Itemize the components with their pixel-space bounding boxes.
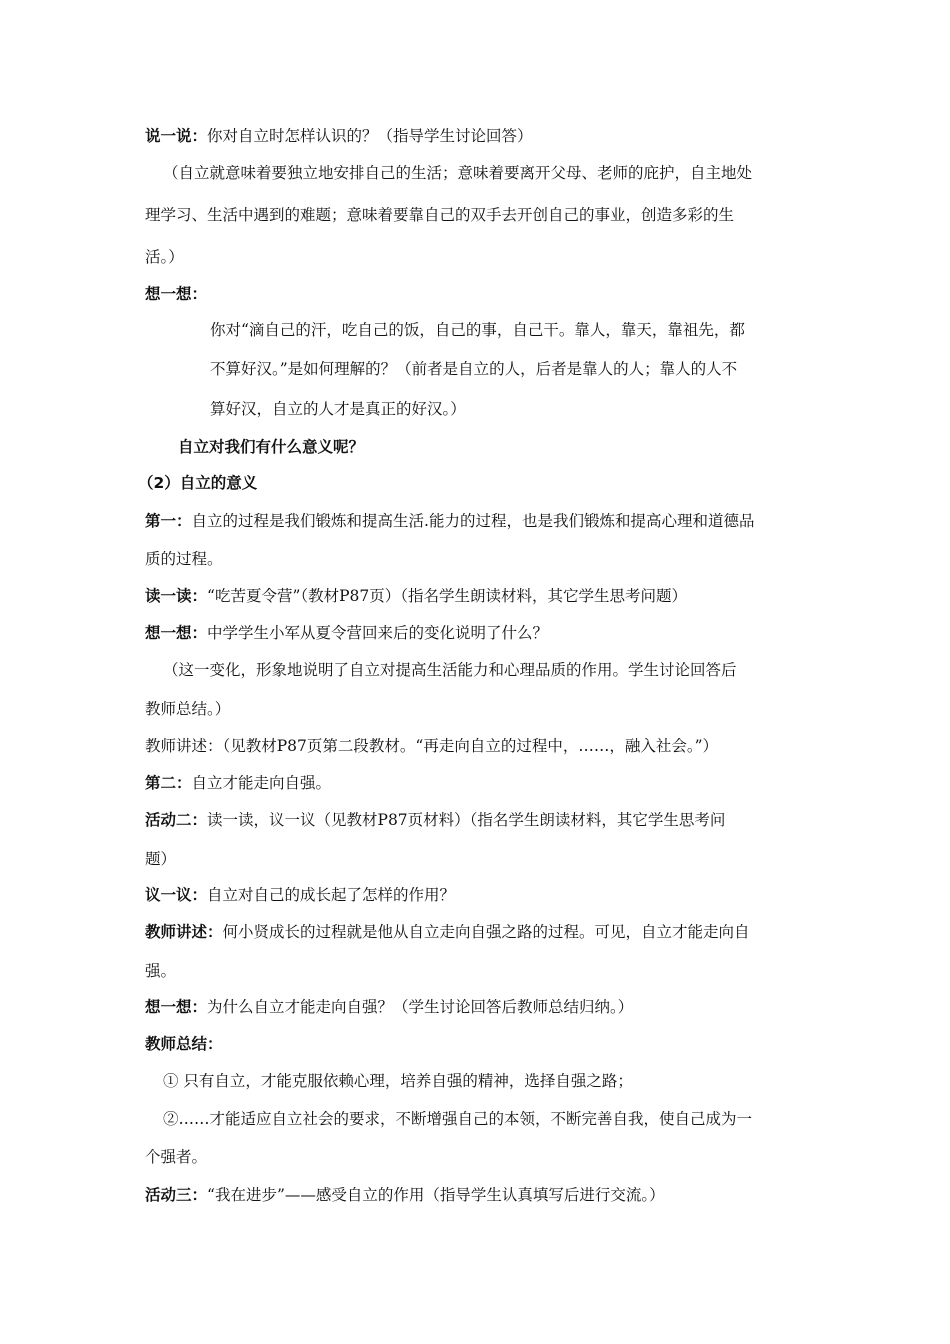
paragraph-line: 质的过程。 <box>145 550 223 568</box>
list-item: ① 只有自立，才能克服依赖心理，培养自强的精神，选择自强之路； <box>163 1072 633 1090</box>
section-label: 活动三： <box>145 1186 208 1204</box>
paragraph-line: 活。） <box>145 248 184 266</box>
paragraph-line: 题） <box>145 850 177 868</box>
section-label: 第一： <box>145 512 192 530</box>
section-heading: （2）自立的意义 <box>138 474 258 492</box>
paragraph-line <box>145 284 207 304</box>
paragraph-line: 理学习、生活中遇到的难题；意味着要靠自己的双手去开创自己的事业，创造多彩的生 <box>145 206 735 224</box>
paragraph-line: 你对“滴自己的汗，吃自己的饭，自己的事，自己干。靠人，靠天，靠祖先，都 <box>210 321 745 339</box>
paragraph-line: 教师总结。） <box>145 700 231 718</box>
paragraph-line: 个强者。 <box>145 1148 208 1166</box>
section-label: 第二： <box>145 774 192 792</box>
list-item: ②……才能适应自立社会的要求，不断增强自己的本领，不断完善自我，使自己成为一 <box>163 1110 753 1128</box>
section-label: 议一议： <box>145 886 208 904</box>
paragraph-line: 不算好汉。”是如何理解的？（前者是自立的人，后者是靠人的人；靠人的人不 <box>210 360 738 378</box>
paragraph-line: 想一想：中学学生小军从夏令营回来后的变化说明了什么？ <box>145 624 549 642</box>
paragraph-line: 教师讲述：（见教材P87页第二段教材。“再走向自立的过程中，……，融入社会。”） <box>145 737 719 755</box>
section-label: 想一想： <box>145 998 208 1016</box>
section-label: 教师总结： <box>145 1035 223 1053</box>
paragraph-line: 议一议：自立对自己的成长起了怎样的作用？ <box>145 886 456 904</box>
section-label: 说一说： <box>145 127 208 145</box>
section-label: 想一想： <box>145 624 208 642</box>
paragraph-line: 算好汉，自立的人才是真正的好汉。） <box>210 400 466 418</box>
paragraph-line: （自立就意味着要独立地安排自己的生活；意味着要离开父母、老师的庇护，自主地处 <box>163 164 753 182</box>
paragraph-line: 活动二：读一读，议一议（见教材P87页材料）（指名学生朗读材料，其它学生思考问 <box>145 811 726 829</box>
section-label: 想一想： <box>145 285 208 303</box>
paragraph-line: 读一读：“吃苦夏令营”（教材P87页）（指名学生朗读材料，其它学生思考问题） <box>145 587 688 605</box>
paragraph-line: 第二：自立才能走向自强。 <box>145 774 332 792</box>
section-label: 教师讲述： <box>145 923 223 941</box>
subheading: 自立对我们有什么意义呢？ <box>178 438 365 456</box>
section-label: 读一读： <box>145 587 208 605</box>
paragraph-line: 第一：自立的过程是我们锻炼和提高生活.能力的过程，也是我们锻炼和提高心理和道德品 <box>145 512 755 530</box>
paragraph-line: 强。 <box>145 962 177 980</box>
paragraph-line <box>145 1034 223 1054</box>
paragraph-line: （这一变化，形象地说明了自立对提高生活能力和心理品质的作用。学生讨论回答后 <box>163 661 737 679</box>
paragraph-line: 说一说：你对自立时怎样认识的？（指导学生讨论回答） <box>145 127 533 145</box>
paragraph-line: 活动三：“我在进步”——感受自立的作用（指导学生认真填写后进行交流。） <box>145 1186 665 1204</box>
paragraph-line: 教师讲述：何小贤成长的过程就是他从自立走向自强之路的过程。可见，自立才能走向自 <box>145 923 750 941</box>
paragraph-line: 想一想：为什么自立才能走向自强？（学生讨论回答后教师总结归纳。） <box>145 998 634 1016</box>
section-label: 活动二： <box>145 811 208 829</box>
